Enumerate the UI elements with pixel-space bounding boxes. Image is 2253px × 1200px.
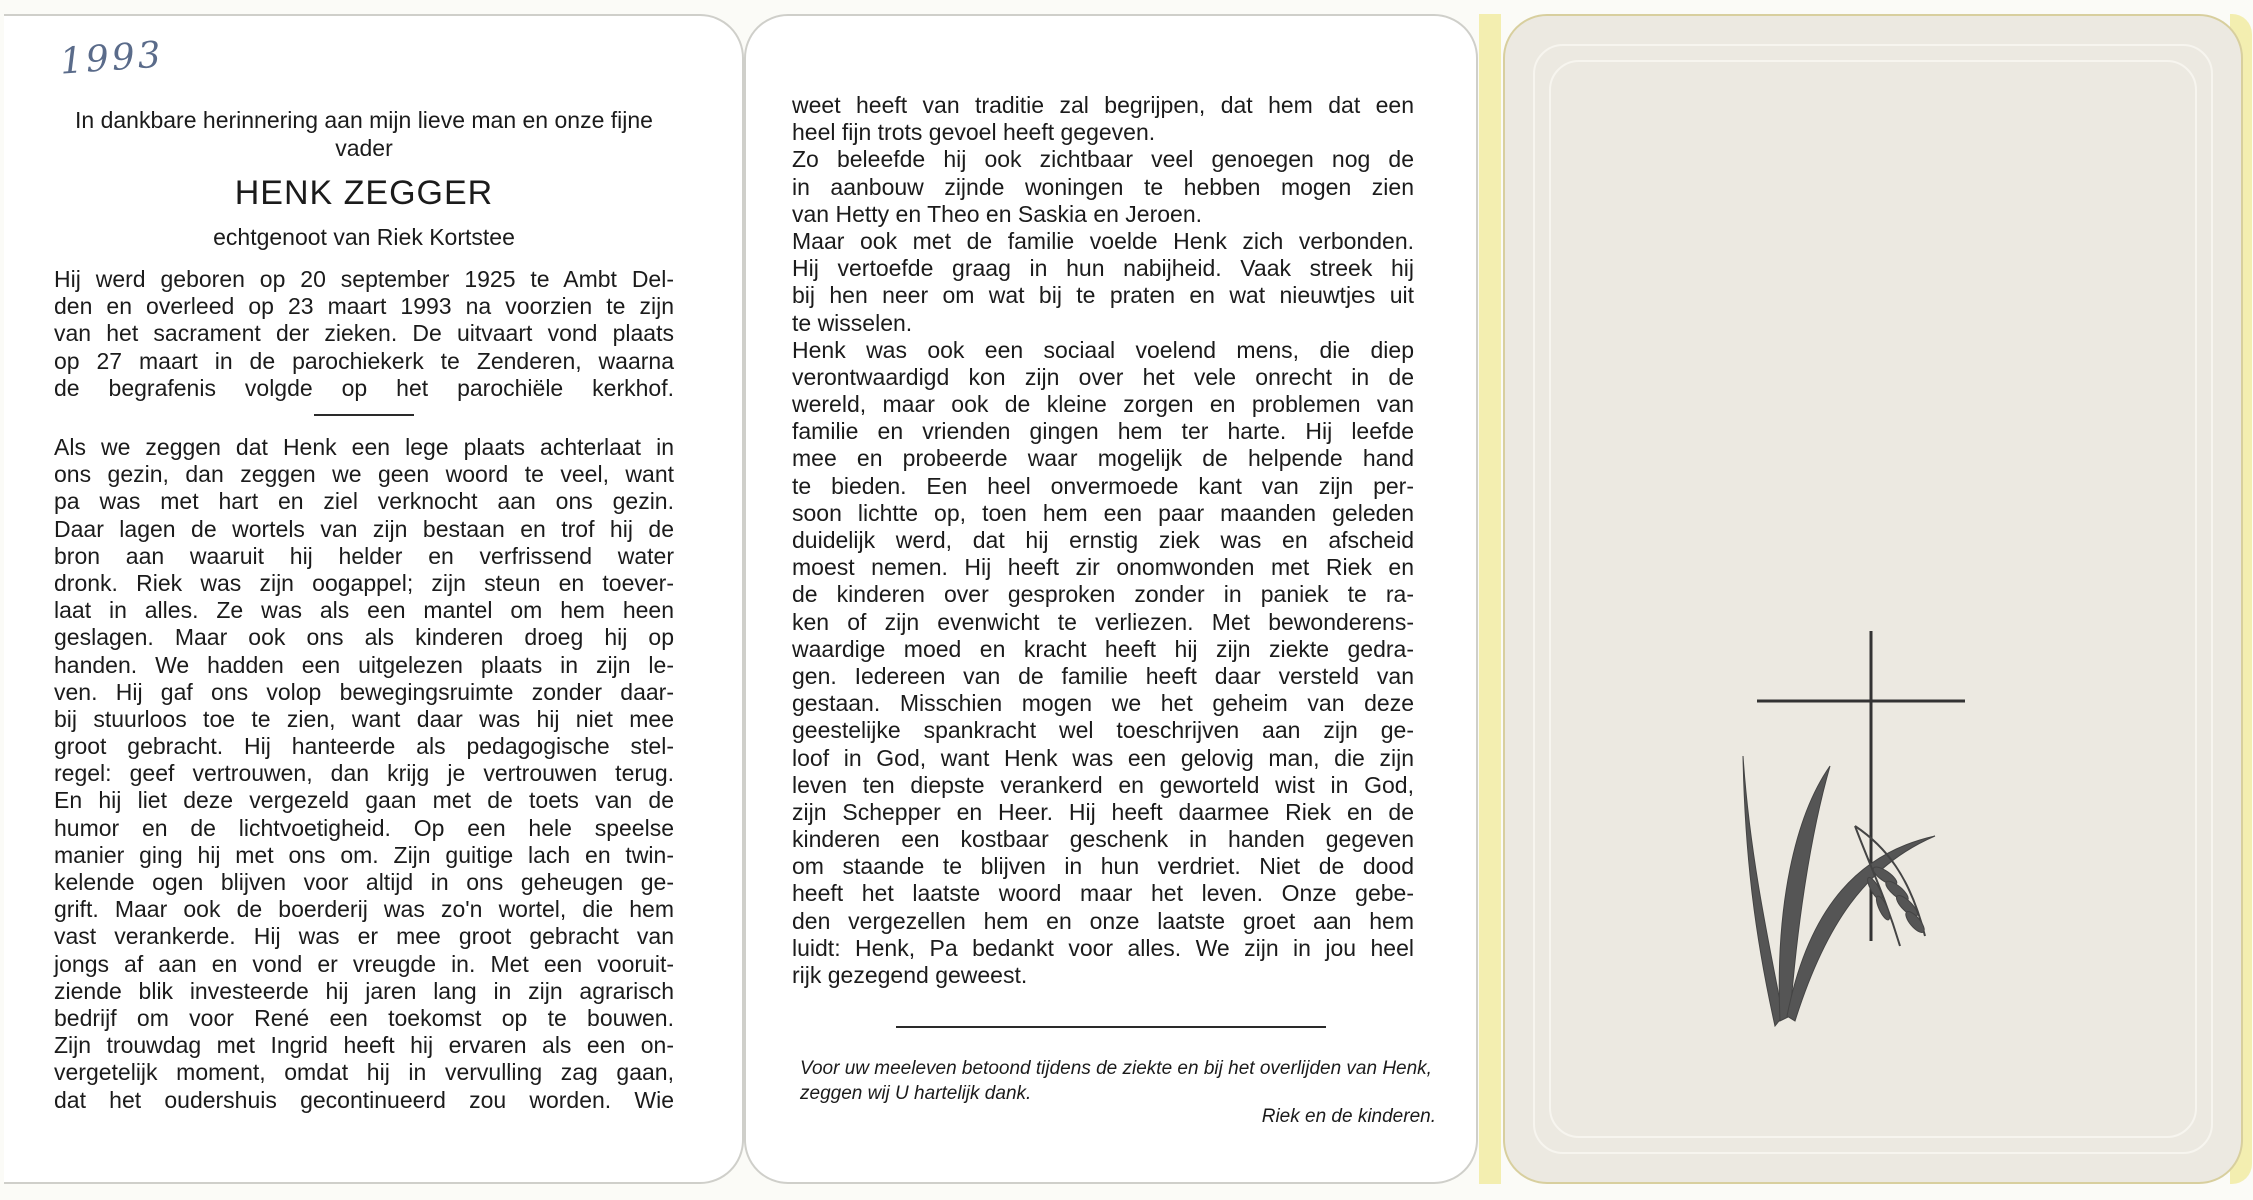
text-line: van het sacrament der zieken. De uitvaart vond plaats <box>54 320 674 347</box>
text-line: heeft het laatste woord maar het leven. Onze gebe- <box>792 880 1414 907</box>
text-line: grift. Maar ook de boerderij was zo'n wortel, die hem <box>54 896 674 923</box>
text-line: regel: geef vertrouwen, dan krijg je vertrouwen terug. <box>54 760 674 787</box>
deceased-name: HENK ZEGGER <box>234 174 494 212</box>
text-line: loof in God, want Henk was een gelovig man, die zijn <box>792 744 1414 771</box>
text-line: vergetelijk moment, omdat hij in vervulling zag gaan, <box>54 1059 674 1086</box>
handwritten-year: 1993 <box>58 34 165 83</box>
text-line: de begrafenis volgde op het parochiële kerkhof. <box>54 374 674 401</box>
text-line: den vergezellen hem en onze laatste groet aan hem <box>792 907 1414 934</box>
text-line: te wisselen. <box>792 309 913 336</box>
thanks-note: Voor uw meeleven betoond tijdens de ziekte en bij het overlijden van Henk, zeggen wij U hartelijk dank. <box>800 1058 1432 1104</box>
text-line: Daar lagen de wortels van zijn bestaan en trof hij de <box>54 515 674 542</box>
text-line: weet heeft van traditie zal begrijpen, dat hem dat een <box>792 92 1414 118</box>
text-line: bron aan waaruit hij helder en verfrissend water <box>54 542 674 569</box>
text-line: moest nemen. Hij heeft zir onomwonden met Riek en <box>792 554 1414 581</box>
text-line: familie en vrienden gingen hem ter harte. Hij leefde <box>792 418 1414 445</box>
text-line: mee en probeerde waar mogelijk de helpende hand <box>792 445 1414 472</box>
left-page <box>4 14 744 1184</box>
text-line: vast verankerde. Hij was er mee groot gebracht van <box>54 923 674 950</box>
text-line: heel fijn trots gevoel heeft gegeven. <box>792 119 1156 146</box>
divider <box>896 1026 1326 1028</box>
card-cover <box>1503 14 2243 1184</box>
text-line: wereld, maar ook de kleine zorgen en problemen van <box>792 391 1414 418</box>
text-line: te bieden. Een heel onvermoede kant van zijn per- <box>792 472 1414 499</box>
text-line: op 27 maart in de parochiekerk te Zenderen, waarna <box>54 347 674 374</box>
text-line: dronk. Riek was zijn oogappel; zijn steun en toever- <box>54 569 674 596</box>
text-line: Hij werd geboren op 20 september 1925 te Ambt Del- <box>54 266 674 292</box>
text-line: kelende ogen blijven voor altijd in ons geheugen ge- <box>54 869 674 895</box>
wheat-icon <box>1743 756 1935 1026</box>
text-line: Maar ook met de familie voelde Henk zich verbonden. <box>792 227 1414 254</box>
text-line: luidt: Henk, Pa bedankt voor alles. We zijn in jou heel <box>792 934 1414 961</box>
text-line: Zijn trouwdag met Ingrid heeft hij ervaren als een on- <box>54 1032 674 1059</box>
text-line: geestelijke spankracht wel toeschrijven aan zijn ge- <box>792 717 1414 744</box>
text-line: van Hetty en Theo en Saskia en Jeroen. <box>792 200 1203 227</box>
tribute-paragraph <box>54 434 674 1114</box>
spouse-line: echtgenoot van Riek Kortstee <box>213 224 515 250</box>
text-line: gestaan. Misschien mogen we het geheim van deze <box>792 690 1414 717</box>
text-line: jongs af aan en vond er vreugde in. Met een vooruit- <box>54 950 674 977</box>
text-line: Henk was ook een sociaal voelend mens, die diep <box>792 336 1414 363</box>
text-line: rijk gezegend geweest. <box>792 962 1028 988</box>
text-line: kinderen een kostbaar geschenk in handen gegeven <box>792 826 1414 853</box>
text-line: ons gezin, dan zeggen we geen woord te veel, want <box>54 461 674 488</box>
text-line: duidelijk werd, dat hij ernstig ziek was en afscheid <box>792 527 1414 553</box>
text-line: ken of zijn evenwicht te verliezen. Met bewonderens- <box>792 608 1414 635</box>
intro-text: In dankbare herinnering aan mijn lieve man en onze fijne vader <box>75 107 653 161</box>
text-line: bij hen neer om wat bij te praten en wat nieuwtjes uit <box>792 282 1414 309</box>
text-line: geslagen. Maar ook ons als kinderen droeg hij op <box>54 624 674 651</box>
text-line: laat in alles. Ze was als een mantel om hem heen <box>54 597 674 624</box>
divider <box>314 414 414 416</box>
text-line: soon lichtte op, toen hem een paar maanden geleden <box>792 499 1414 526</box>
text-line: handen. We hadden een uitgelezen plaats in zijn le- <box>54 651 674 678</box>
text-line: groot gebracht. Hij hanteerde als pedagogische stel- <box>54 733 674 760</box>
text-line: dat het oudershuis gecontinueerd zou worden. Wie <box>54 1086 674 1113</box>
card-edge <box>1479 14 1501 1184</box>
signoff: Riek en de kinderen. <box>1261 1106 1436 1127</box>
cross-wheat-illustration <box>1735 606 1995 1036</box>
text-line: zijn Schepper en Heer. Hij heeft daarmee Riek en de <box>792 798 1414 825</box>
text-line: pa was met hart en ziel verknocht aan ons gezin. <box>54 488 674 515</box>
text-line: En hij liet deze vergezeld gaan met de toets van de <box>54 787 674 814</box>
text-line: bij stuurloos toe te zien, want daar was hij niet mee <box>54 705 674 732</box>
text-line: in aanbouw zijnde woningen te hebben mogen zien <box>792 173 1414 200</box>
text-line: ven. Hij gaf ons volop bewegingsruimte zonder daar- <box>54 678 674 705</box>
bio-paragraph <box>54 266 674 402</box>
continued-paragraph <box>792 92 1414 989</box>
text-line: verontwaardigd kon zijn over het vele onrecht in de <box>792 363 1414 390</box>
text-line: de kinderen over gesproken zonder in paniek te ra- <box>792 581 1414 608</box>
text-line: ziende blik investeerde hij jaren lang in zijn agrarisch <box>54 977 674 1004</box>
text-line: humor en de lichtvoetigheid. Op een hele speelse <box>54 814 674 841</box>
text-line: den en overleed op 23 maart 1993 na voorzien te zijn <box>54 293 674 320</box>
text-line: bedrijf om voor René een toekomst op te bouwen. <box>54 1004 674 1031</box>
text-line: Hij vertoefde graag in hun nabijheid. Vaak streek hij <box>792 255 1414 282</box>
text-line: leven ten diepste verankerd en geworteld wist in God, <box>792 771 1414 798</box>
text-line: Als we zeggen dat Henk een lege plaats achterlaat in <box>54 434 674 460</box>
middle-page <box>744 14 1478 1184</box>
text-line: Zo beleefde hij ook zichtbaar veel genoegen nog de <box>792 146 1414 173</box>
text-line: manier ging hij met ons om. Zijn guitige lach en twin- <box>54 841 674 868</box>
text-line: om staande te blijven in hun verdriet. Niet de dood <box>792 853 1414 880</box>
text-line: waardige moed en kracht heeft hij zijn ziekte gedra- <box>792 635 1414 662</box>
text-line: gen. Iedereen van de familie heeft daar versteld van <box>792 662 1414 689</box>
